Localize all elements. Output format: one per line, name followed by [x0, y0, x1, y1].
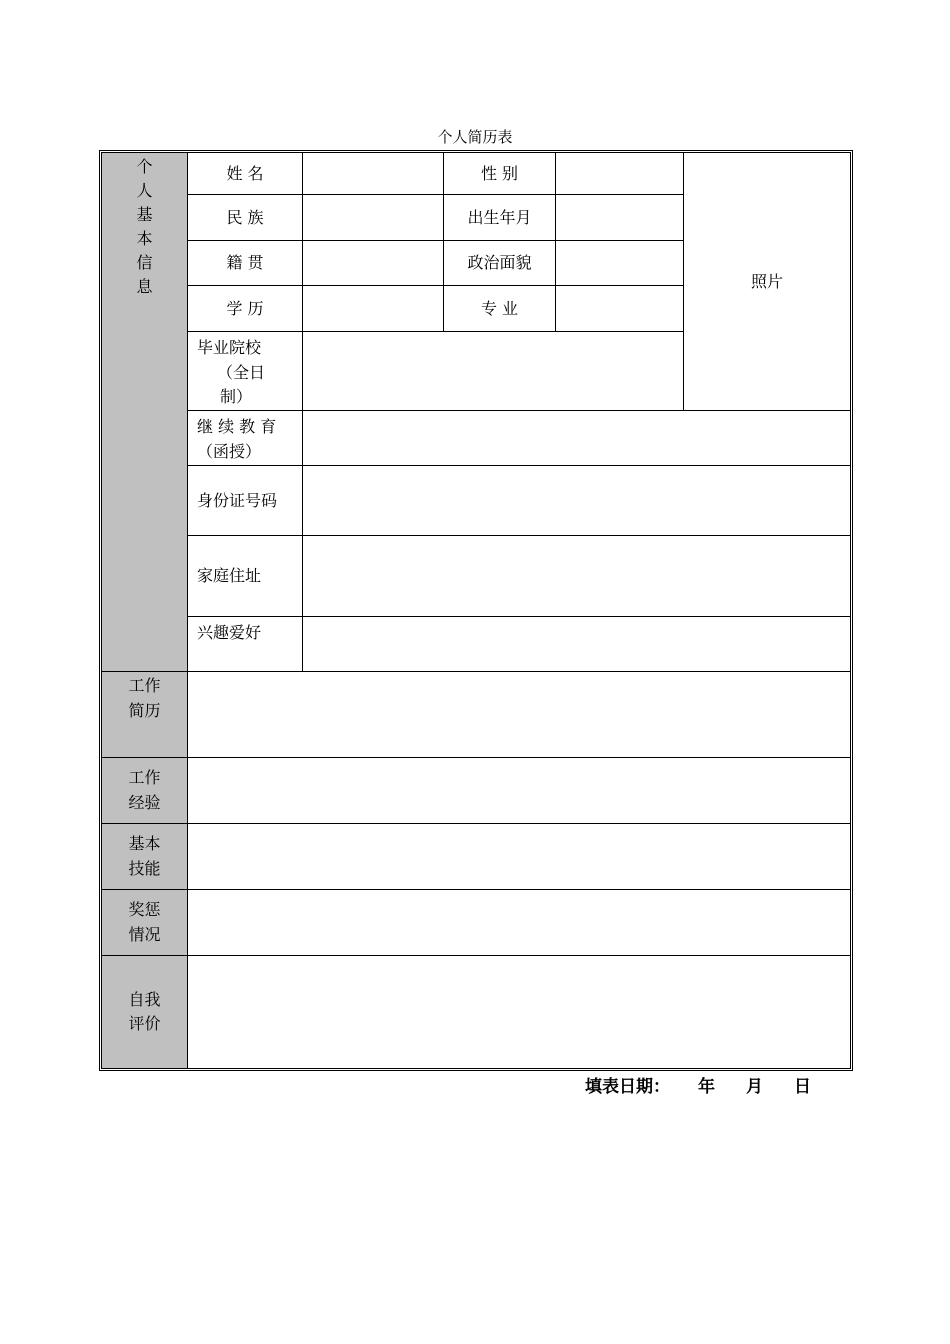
label-address: 家庭住址 [188, 536, 303, 617]
section-basic-skills [102, 824, 188, 890]
native-place-field[interactable] [303, 241, 444, 286]
id-number-field[interactable] [303, 466, 850, 536]
section-self-evaluation [102, 956, 188, 1068]
political-status-field[interactable] [556, 241, 684, 286]
form-title: 个人简历表 [437, 128, 513, 146]
label-name: 姓 名 [188, 153, 303, 195]
label-ethnicity: 民 族 [188, 195, 303, 241]
label-political-status: 政治面貌 [444, 241, 556, 286]
resume-form [99, 150, 853, 1071]
fill-date-year[interactable]: 年 [698, 1077, 715, 1097]
label-major: 专 业 [444, 286, 556, 332]
rewards-field[interactable] [188, 890, 850, 956]
label-hobbies: 兴趣爱好 [188, 617, 303, 672]
section-work-experience [102, 758, 188, 824]
major-field[interactable] [556, 286, 684, 332]
address-field[interactable] [303, 536, 850, 617]
section-work-experience-label: 工作 经验 [128, 768, 161, 812]
section-work-history [102, 672, 188, 758]
section-rewards-label: 奖惩 情况 [128, 900, 161, 944]
name-field[interactable] [303, 153, 444, 195]
section-rewards [102, 890, 188, 956]
fill-date-day[interactable]: 日 [794, 1077, 811, 1097]
fill-date-month[interactable]: 月 [746, 1077, 763, 1097]
self-evaluation-field[interactable] [188, 956, 850, 1068]
label-gender: 性 别 [444, 153, 556, 195]
label-native-place: 籍 贯 [188, 241, 303, 286]
label-id-number: 身份证号码 [188, 466, 303, 536]
label-continuing-education: 继 续 教 育 （函授） [188, 411, 303, 466]
fill-date-label: 填表日期： [585, 1077, 670, 1097]
label-school: 毕业院校 （全日 制） [188, 332, 303, 411]
education-field[interactable] [303, 286, 444, 332]
section-basic-info [102, 153, 188, 672]
hobbies-field[interactable] [303, 617, 850, 672]
label-education: 学 历 [188, 286, 303, 332]
continuing-education-field[interactable] [303, 411, 850, 466]
birth-field[interactable] [556, 195, 684, 241]
section-basic-info-label: 个 人 基 本 信 息 [136, 157, 153, 296]
gender-field[interactable] [556, 153, 684, 195]
photo-box[interactable] [684, 153, 850, 411]
fill-date [585, 1072, 811, 1097]
section-work-history-label: 工作 简历 [128, 676, 161, 720]
label-birth: 出生年月 [444, 195, 556, 241]
work-history-field[interactable] [188, 672, 850, 758]
school-field[interactable] [303, 332, 684, 411]
work-experience-field[interactable] [188, 758, 850, 824]
ethnicity-field[interactable] [303, 195, 444, 241]
section-basic-skills-label: 基本 技能 [128, 834, 161, 878]
section-self-evaluation-label: 自我 评价 [128, 989, 161, 1033]
photo-label: 照片 [750, 271, 783, 291]
basic-skills-field[interactable] [188, 824, 850, 890]
